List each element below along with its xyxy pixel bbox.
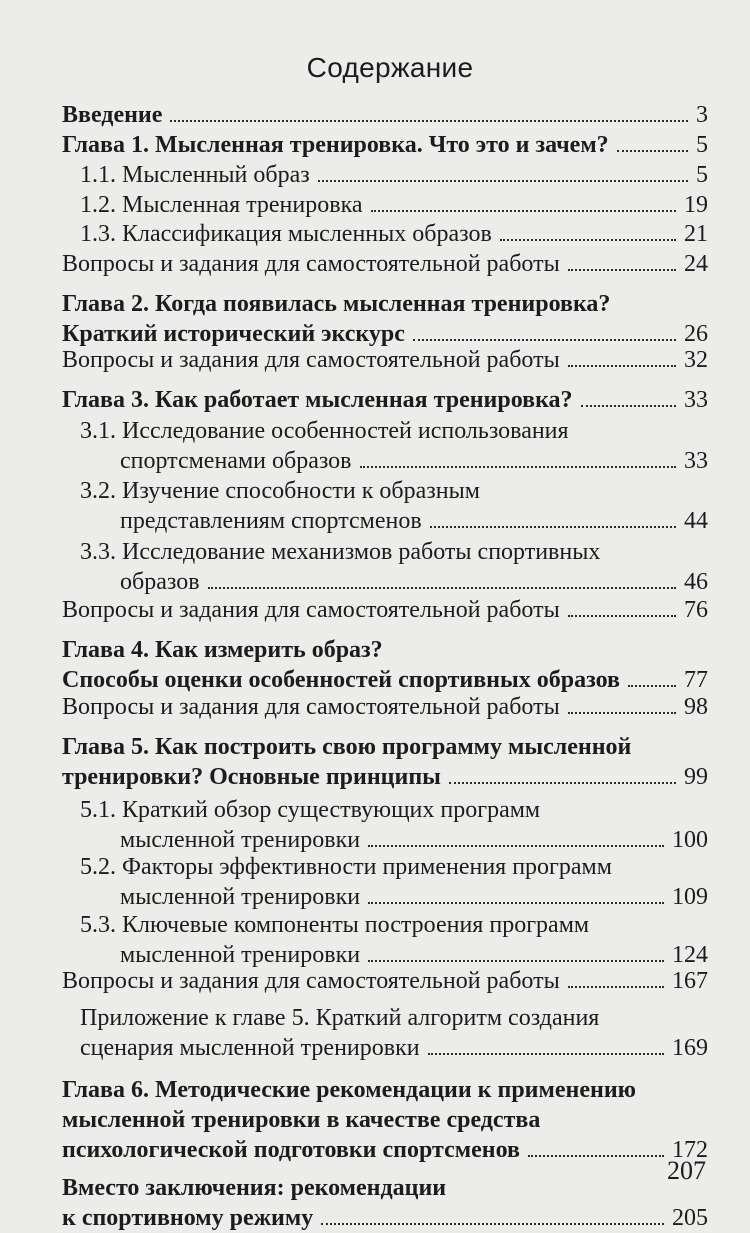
page-number: 207	[667, 1156, 706, 1185]
leader-dots	[368, 902, 664, 904]
toc-entry-introduction[interactable]	[62, 100, 708, 130]
toc-entry-title: мысленной тренировки	[120, 884, 361, 910]
toc-page-number: 33	[684, 448, 708, 474]
toc-entry-title: Глава 1. Мысленная тренировка. Что это и зачем?	[62, 132, 609, 158]
toc-entry-questions-ch1[interactable]	[62, 249, 708, 279]
toc-page-number: 99	[684, 764, 708, 790]
leader-dots	[449, 782, 676, 784]
toc-entry-title-line: Вместо заключения: рекомендации	[62, 1175, 447, 1201]
leader-dots	[208, 587, 676, 589]
toc-entry-title-line: Глава 2. Когда появилась мысленная тренировка?	[62, 291, 611, 317]
leader-dots	[368, 960, 664, 962]
toc-entry-section-1-1[interactable]	[80, 160, 708, 190]
toc-entry-title: представлениям спортсменов	[120, 508, 422, 534]
toc-page-number: 169	[672, 1035, 708, 1061]
toc-entry-title: 1.1. Мысленный образ	[80, 162, 310, 188]
toc-entry-chapter-1[interactable]	[62, 130, 708, 160]
toc-entry-title-line: 5.1. Краткий обзор существующих программ	[80, 797, 541, 823]
toc-entry-title: Способы оценки особенностей спортивных образов	[62, 667, 620, 693]
toc-page-number: 109	[672, 884, 708, 910]
toc-entry-title-line: 3.2. Изучение способности к образным	[80, 478, 480, 504]
leader-dots	[360, 466, 676, 468]
leader-dots	[170, 120, 688, 122]
toc-entry-title: Глава 3. Как работает мысленная тренировка?	[62, 387, 573, 413]
leader-dots	[568, 615, 676, 617]
toc-entry-section-3-1[interactable]	[80, 416, 708, 476]
toc-page-number: 19	[684, 192, 708, 218]
toc-entry-section-5-3[interactable]	[80, 910, 708, 970]
toc-entry-title-line: Приложение к главе 5. Краткий алгоритм создания	[80, 1005, 600, 1031]
toc-entry-title-line: 5.2. Факторы эффективности применения программ	[80, 854, 612, 880]
toc-entry-title: Введение	[62, 102, 163, 128]
toc-page-number: 21	[684, 221, 708, 247]
toc-entry-title: образов	[120, 569, 200, 595]
toc-entry-title: Вопросы и задания для самостоятельной работы	[62, 347, 560, 373]
toc-entry-section-1-3[interactable]	[80, 219, 708, 249]
toc-entry-chapter-2[interactable]	[62, 289, 708, 349]
toc-entry-chapter-4[interactable]	[62, 635, 708, 695]
toc-page-number: 172	[672, 1137, 708, 1163]
toc-page-number: 46	[684, 569, 708, 595]
toc-page-number: 44	[684, 508, 708, 534]
toc-entry-chapter-5[interactable]	[62, 732, 708, 792]
leader-dots	[568, 365, 676, 367]
toc-entry-section-5-2[interactable]	[80, 852, 708, 912]
toc-entry-conclusion[interactable]	[62, 1173, 708, 1233]
leader-dots	[568, 269, 676, 271]
toc-entry-section-5-1[interactable]	[80, 795, 708, 855]
leader-dots	[430, 526, 676, 528]
toc-page-number: 32	[684, 347, 708, 373]
toc-entry-questions-ch4[interactable]	[62, 692, 708, 722]
toc-entry-title: мысленной тренировки	[120, 827, 361, 853]
toc-entry-title: Вопросы и задания для самостоятельной работы	[62, 694, 560, 720]
toc-page-number: 26	[684, 321, 708, 347]
toc-entry-title: к спортивному режиму	[62, 1205, 314, 1231]
leader-dots	[528, 1155, 664, 1157]
leader-dots	[568, 712, 676, 714]
leader-dots	[568, 986, 664, 988]
toc-entry-title-line: мысленной тренировки в качестве средства	[62, 1107, 541, 1133]
toc-entry-title: Вопросы и задания для самостоятельной работы	[62, 251, 560, 277]
toc-entry-title: 1.2. Мысленная тренировка	[80, 192, 363, 218]
toc-entry-title: Краткий исторический экскурс	[62, 321, 405, 347]
toc-page-number: 98	[684, 694, 708, 720]
leader-dots	[318, 180, 688, 182]
toc-page-number: 100	[672, 827, 708, 853]
toc-entry-title-line: 3.1. Исследование особенностей использования	[80, 418, 569, 444]
leader-dots	[628, 685, 676, 687]
leader-dots	[368, 845, 664, 847]
toc-entry-title: 1.3. Классификация мысленных образов	[80, 221, 492, 247]
toc-entry-title-line: Глава 4. Как измерить образ?	[62, 637, 383, 663]
toc-entry-title-line: Глава 6. Методические рекомендации к применению	[62, 1077, 636, 1103]
toc-entry-questions-ch3[interactable]	[62, 595, 708, 625]
toc-entry-appendix-ch5[interactable]	[80, 1003, 708, 1063]
toc-entry-title-line: 3.3. Исследование механизмов работы спортивных	[80, 539, 601, 565]
toc-entry-section-3-2[interactable]	[80, 476, 708, 536]
leader-dots	[321, 1223, 664, 1225]
leader-dots	[500, 239, 676, 241]
toc-entry-title: сценария мысленной тренировки	[80, 1035, 420, 1061]
toc-page-number: 33	[684, 387, 708, 413]
toc-entry-title: психологической подготовки спортсменов	[62, 1137, 520, 1163]
leader-dots	[428, 1053, 664, 1055]
toc-heading: Содержание	[306, 52, 474, 83]
toc-entry-questions-ch5[interactable]	[62, 966, 708, 996]
toc-page-number: 124	[672, 942, 708, 968]
toc-entry-questions-ch2[interactable]	[62, 345, 708, 375]
toc-page-number: 77	[684, 667, 708, 693]
toc-page-number: 205	[672, 1205, 708, 1231]
toc-entry-chapter-3[interactable]	[62, 385, 708, 415]
leader-dots	[617, 150, 688, 152]
toc-entry-section-3-3[interactable]	[80, 537, 708, 597]
toc-entry-title: Вопросы и задания для самостоятельной работы	[62, 597, 560, 623]
toc-page-number: 5	[696, 162, 708, 188]
leader-dots	[413, 339, 676, 341]
toc-entry-title-line: Глава 5. Как построить свою программу мысленной	[62, 734, 632, 760]
toc-entry-title: спортсменами образов	[120, 448, 352, 474]
toc-page-number: 24	[684, 251, 708, 277]
toc-entry-title-line: 5.3. Ключевые компоненты построения программ	[80, 912, 590, 938]
toc-page-number: 76	[684, 597, 708, 623]
toc-page-number: 167	[672, 968, 708, 994]
toc-entry-title: Вопросы и задания для самостоятельной работы	[62, 968, 560, 994]
toc-page-number: 3	[696, 102, 708, 128]
toc-entry-title: тренировки? Основные принципы	[62, 764, 441, 790]
toc-entry-chapter-6[interactable]	[62, 1075, 708, 1165]
toc-entry-section-1-2[interactable]	[80, 190, 708, 220]
leader-dots	[371, 210, 676, 212]
toc-page-number: 5	[696, 132, 708, 158]
toc-entry-title: мысленной тренировки	[120, 942, 361, 968]
leader-dots	[581, 405, 676, 407]
